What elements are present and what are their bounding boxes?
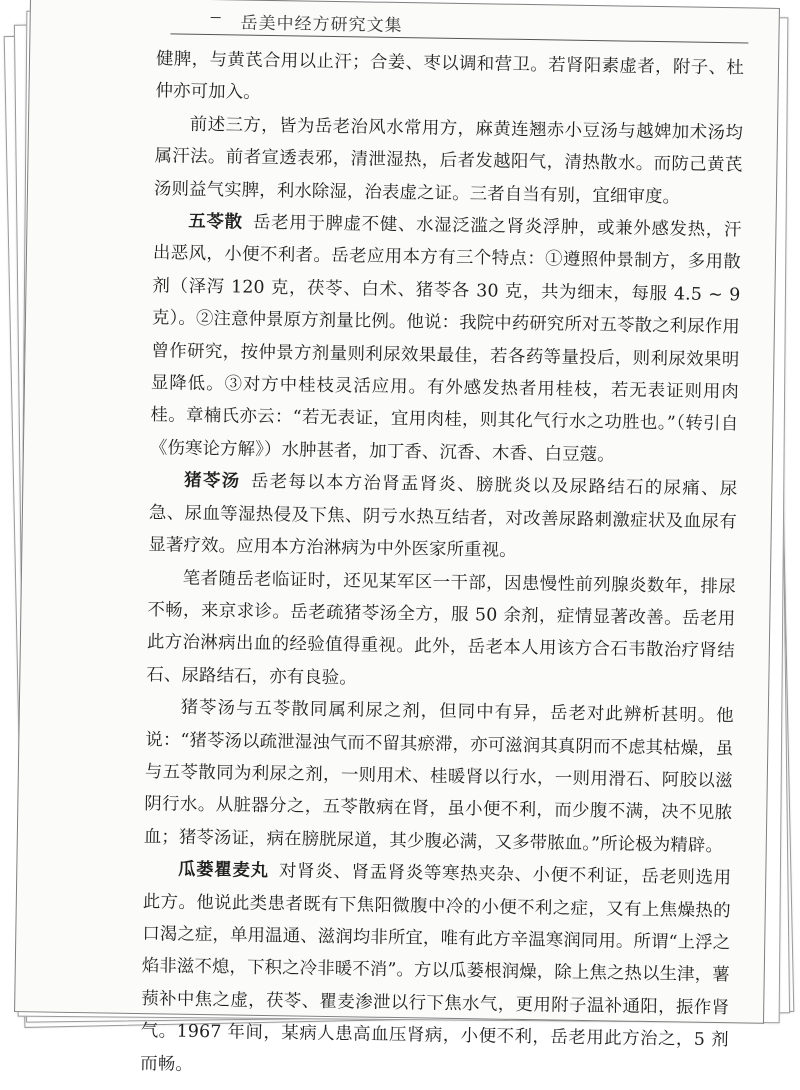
- paragraph-text: 笔者随岳老临证时，还见某军区一干部，因患慢性前列腺炎数年，排尿不畅，来京求诊。岳老疏猪苓汤全方，服 50 余剂，症情显著改善。岳老用此方治淋病出血的经验值得重视。此外，岳老本人用该方合石韦散治疗肾结石、尿路结石，亦有良验。: [146, 568, 736, 689]
- header-dash: [211, 17, 221, 18]
- running-title: 岳美中经方研究文集: [240, 13, 403, 37]
- paragraph-comparison: [144, 691, 734, 862]
- formula-heading: 猪苓汤: [184, 470, 241, 492]
- paragraph-text: 猪苓汤与五苓散同属利尿之剂，但同中有异，岳老对此辨析甚明。他说：“猪苓汤以疏泄湿浊气而不留其瘀滞，亦可滋润其真阴而不虑其枯燥，虽与五苓散同为利尿之剂，一则用术、桂暖肾以行水，一则用滑石、阿胶以滋阴行水。从脏器分之，五苓散病在肾，虽小便不利，而少腹不满，决不见脓血；猪苓汤证，病在膀胱尿道，其少腹必满，又多带脓血。”所论极为精辟。: [143, 697, 734, 856]
- paragraph-wuling-san: [150, 205, 742, 473]
- header-rule: [170, 33, 748, 43]
- paragraph-gualou-qumai-wan: [140, 853, 731, 1089]
- paragraph-text: 岳老用于脾虚不健、水湿泛滥之肾炎浮肿，或兼外感发热，汗出恶风，小便不利者。岳老应用本方有三个特点：①遵照仲景制方，多用散剂（泽泻 120 克，茯苓、白术、猪苓各 30 克，共为细末，每服 4.5 ~ 9 克）。②注意仲景原方剂量比例。他说：我院中药研究所对五苓散之利尿作用曾作研究，按仲景方剂量则利尿效果最佳，若各药等量投后，则利尿效果明显降低。③对方中桂枝灵活应用。有外感发热者用桂枝，若无表证则用肉桂。章楠氏亦云：“若无表证，宜用肉桂，则其化气行水之功胜也。”（转引自《伤寒论方解》）水肿甚者，加丁香、沉香、木香、白豆蔻。: [149, 212, 742, 466]
- paragraph-text: 前述三方，皆为岳老治风水常用方，麻黄连翘赤小豆汤与越婢加术汤均属汗法。前者宣透表邪，清泄湿热，后者发越阳气，清热散水。而防己黄芪汤则益气实脾，利水除湿，治表虚之证。三者自当有别，宜细审度。: [153, 114, 744, 208]
- paragraph-summary: [154, 108, 743, 214]
- paragraph-zhuling-tang: [148, 464, 737, 570]
- paragraph-case-note: [146, 562, 736, 701]
- paragraph-text: 健脾，与黄芪合用以止汗；合姜、枣以调和营卫。若肾阳素虚者，附子、杜仲亦可加入。: [155, 49, 745, 104]
- paragraph-continuation: [155, 43, 744, 117]
- paragraph-text: 对肾炎、肾盂肾炎等寒热夹杂、小便不利证，岳老则选用此方。他说此类患者既有下焦阳微腹中冷的小便不利之症，又有上焦燥热的口渴之症，单用温通、滋润均非所宜，唯有此方辛温寒润同用。所谓“上浮之焰非滋不熄，下积之冷非暖不消”。方以瓜蒌根润燥，除上焦之热以生津，薯蓣补中焦之虚，茯苓、瞿麦渗泄以行下焦水气，更用附子温补通阳，振作肾气。1967 年间，某病人患高血压肾病，小便不利，岳老用此方治之，5 剂而畅。: [140, 861, 732, 1075]
- formula-heading: 五苓散: [188, 211, 243, 233]
- running-header: [240, 8, 402, 36]
- body-text: [140, 43, 744, 1089]
- book-page: [14, 0, 780, 1075]
- formula-heading: 瓜蒌瞿麦丸: [177, 859, 269, 882]
- paragraph-text: 岳老每以本方治肾盂肾炎、膀胱炎以及尿路结石的尿痛、尿急、尿血等湿热侵及下焦、阴亏水热互结者，对改善尿路刺激症状及血尿有显著疗效。应用本方治淋病为中外医家所重视。: [148, 471, 738, 561]
